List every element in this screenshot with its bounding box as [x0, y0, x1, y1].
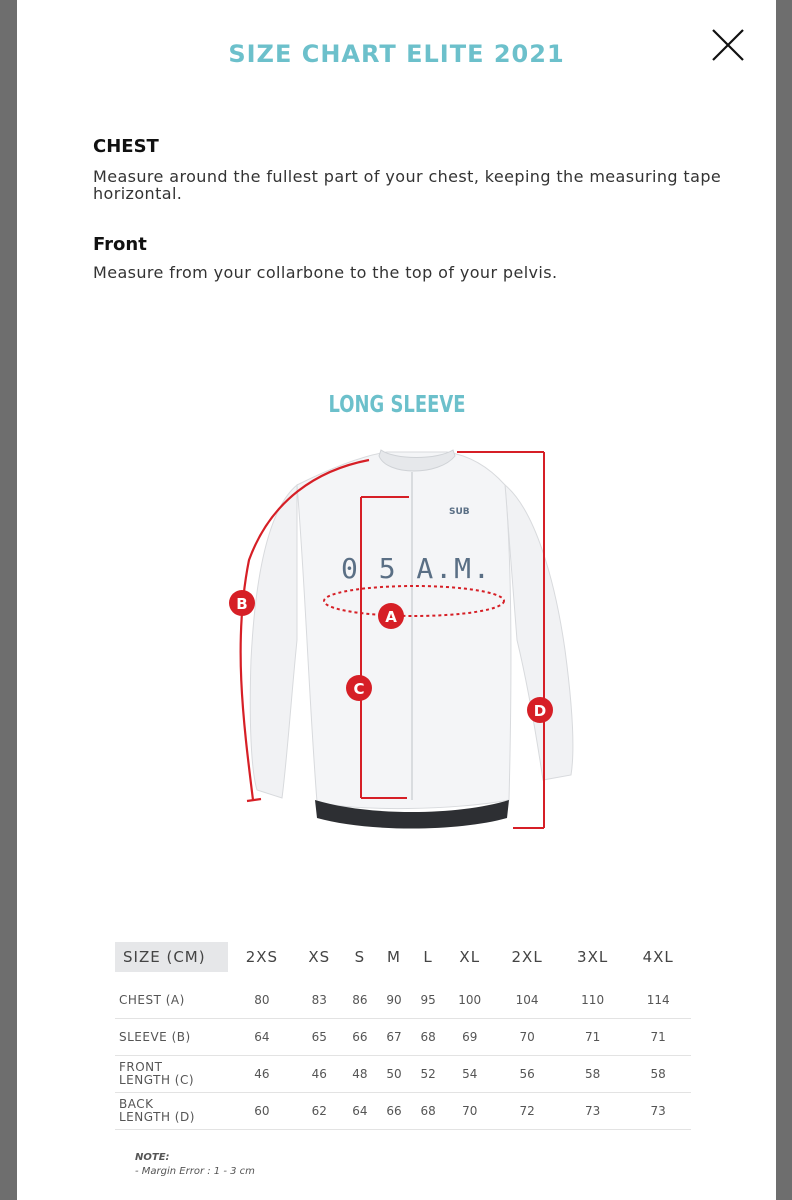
- table-row: [115, 982, 691, 1019]
- table-cell: 64: [228, 1019, 296, 1056]
- jersey-measurement-figure: [187, 380, 607, 840]
- table-cell: 110: [560, 982, 626, 1019]
- table-cell: 70: [494, 1019, 560, 1056]
- table-cell: 66: [343, 1019, 377, 1056]
- size-column-header: L: [423, 948, 433, 966]
- table-cell: 70: [445, 1093, 494, 1130]
- size-column-header: XS: [308, 948, 331, 966]
- table-row: [115, 1093, 691, 1130]
- table-cell: 62: [296, 1093, 343, 1130]
- table-cell: 73: [560, 1093, 626, 1130]
- chest-heading: CHEST: [93, 136, 159, 157]
- table-cell: 48: [343, 1056, 377, 1093]
- table-cell: 95: [411, 982, 445, 1019]
- svg-text:C: C: [353, 680, 365, 698]
- table-row: [115, 1056, 691, 1093]
- table-cell: 80: [228, 982, 296, 1019]
- table-cell: 114: [625, 982, 691, 1019]
- marker-a: [378, 603, 404, 629]
- table-cell: 104: [494, 982, 560, 1019]
- row-label: FRONT LENGTH (C): [115, 1056, 228, 1093]
- table-cell: 64: [343, 1093, 377, 1130]
- jersey-print-text: 0 5 A.M.: [341, 552, 492, 585]
- table-cell: 86: [343, 982, 377, 1019]
- table-cell: 50: [377, 1056, 411, 1093]
- table-cell: 73: [625, 1093, 691, 1130]
- svg-text:B: B: [236, 595, 248, 613]
- table-cell: 83: [296, 982, 343, 1019]
- size-column-header: 2XL: [511, 948, 543, 966]
- table-row: [115, 1019, 691, 1056]
- table-cell: 58: [625, 1056, 691, 1093]
- size-column-header: 2XS: [245, 948, 279, 966]
- marker-b: [229, 590, 255, 616]
- table-cell: 67: [377, 1019, 411, 1056]
- size-column-header: M: [387, 948, 401, 966]
- table-cell: 46: [296, 1056, 343, 1093]
- table-cell: 54: [445, 1056, 494, 1093]
- table-cell: 69: [445, 1019, 494, 1056]
- table-cell: 68: [411, 1093, 445, 1130]
- size-header-label: SIZE (CM): [115, 942, 228, 972]
- svg-text:A: A: [385, 608, 397, 626]
- table-cell: 90: [377, 982, 411, 1019]
- svg-text:D: D: [533, 702, 547, 720]
- front-heading: Front: [93, 234, 147, 255]
- jersey-illustration: [187, 380, 607, 840]
- figure-title: LONG SLEEVE: [328, 392, 466, 418]
- table-cell: 100: [445, 982, 494, 1019]
- table-cell: 66: [377, 1093, 411, 1130]
- size-column-header: XL: [459, 948, 481, 966]
- jersey-brand-mark: SUB: [449, 507, 470, 517]
- note: [135, 1151, 255, 1179]
- table-cell: 68: [411, 1019, 445, 1056]
- row-label: SLEEVE (B): [115, 1019, 228, 1056]
- front-description: Measure from your collarbone to the top of your pelvis.: [93, 263, 558, 282]
- table-cell: 71: [625, 1019, 691, 1056]
- size-column-header: 3XL: [577, 948, 609, 966]
- marker-d: [527, 697, 553, 723]
- table-cell: 65: [296, 1019, 343, 1056]
- note-text: - Margin Error : 1 - 3 cm: [135, 1166, 255, 1177]
- row-label: BACK LENGTH (D): [115, 1093, 228, 1130]
- table-cell: 72: [494, 1093, 560, 1130]
- marker-c: [346, 675, 372, 701]
- modal-title: SIZE CHART ELITE 2021: [228, 40, 565, 68]
- table-cell: 56: [494, 1056, 560, 1093]
- table-cell: 60: [228, 1093, 296, 1130]
- size-header-row: [115, 942, 691, 972]
- table-cell: 58: [560, 1056, 626, 1093]
- size-column-header: S: [354, 948, 366, 966]
- size-chart-modal: [17, 0, 776, 1200]
- note-title: NOTE:: [135, 1152, 170, 1163]
- table-cell: 46: [228, 1056, 296, 1093]
- row-label: CHEST (A): [115, 982, 228, 1019]
- size-table: [115, 942, 691, 1130]
- table-cell: 52: [411, 1056, 445, 1093]
- table-cell: 71: [560, 1019, 626, 1056]
- size-column-header: 4XL: [642, 948, 674, 966]
- chest-description: Measure around the fullest part of your chest, keeping the measuring tape horizontal.: [93, 167, 722, 203]
